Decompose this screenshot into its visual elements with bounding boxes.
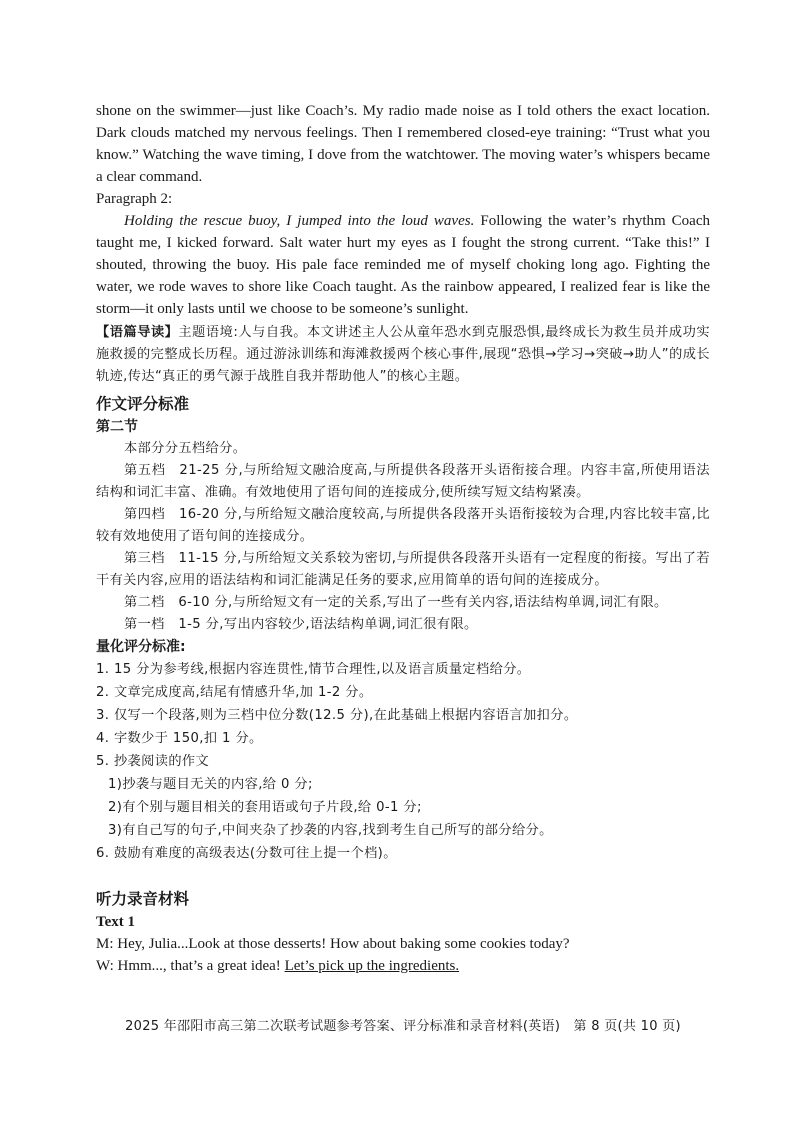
page-footer: 2025 年邵阳市高三第二次联考试题参考答案、评分标准和录音材料(英语) 第 8 页(共 10 页) [125, 1019, 681, 1034]
story-paragraph-1: shone on the swimmer—just like Coach’s. My radio made noise as I told others the exact location. Dark clouds matched my nervous feelings. Then I remembered closed-eye training: “Trust what you know.” Watching the wave timing, I dove from the watchtower. The moving water’s whispers became a clear command. [96, 103, 710, 185]
section-gap [96, 865, 710, 887]
quant-item-4: 4. 字数少于 150,扣 1 分。 [96, 731, 263, 746]
paragraph-2-body: Following the water’s rhythm Coach taught me, I kicked forward. Salt water hurt my eyes as I fought the strong current. “Take this!” I shouted, throwing the buoy. His pale face reminded me of myself choking long ago. Fighting the water, we rode waves to shore like Coach taught. As the rainbow appeared, I realized fear is like the storm—it only lasts until we choose to be someone’s sunlight. [96, 213, 710, 317]
story-paragraph-2 [96, 210, 710, 320]
scoring-level-2: 第二档 6-10 分,与所给短文有一定的关系,写出了一些有关内容,语法结构单调,词汇有限。 [124, 595, 668, 610]
dialogue-line-w-start: W: Hmm..., that’s a great idea! [96, 958, 285, 974]
paragraph-2-opening: Holding the rescue buoy, I jumped into the loud waves. [124, 213, 475, 229]
scoring-title: 作文评分标准 [96, 395, 190, 413]
scoring-level-4: 第四档 16-20 分,与所给短文融洽度较高,与所提供各段落开头语衔接较为合理,内容比较丰富,比较有效地使用了语句间的连接成分。 [96, 507, 710, 544]
scoring-section: 第二节 [96, 419, 138, 435]
dialogue-line-m: M: Hey, Julia...Look at those desserts! How about baking some cookies today? [96, 936, 570, 952]
quant-sub-item-3: 3)有自己写的句子,中间夹杂了抄袭的内容,找到考生自己所写的部分给分。 [108, 823, 553, 838]
dialogue-line-w-underlined: Let’s pick up the ingredients. [284, 958, 460, 974]
paragraph-2-label: Paragraph 2: [96, 191, 173, 207]
discourse-guide-text: 主题语境:人与自我。本文讲述主人公从童年恐水到克服恐惧,最终成长为救生员并成功实施救援的完整成长历程。通过游泳训练和海滩救援两个核心事件,展现“恐惧→学习→突破→助人”的成长轨迹,传达“真正的勇气源于战胜自我并帮助他人”的核心主题。 [96, 325, 710, 384]
dialogue-line-w [96, 955, 710, 977]
quant-item-3: 3. 仅写一个段落,则为三档中位分数(12.5 分),在此基础上根据内容语言加扣分。 [96, 708, 578, 723]
scoring-intro: 本部分分五档给分。 [124, 441, 247, 456]
quant-item-5: 5. 抄袭阅读的作文 [96, 754, 210, 769]
quant-title: 量化评分标准: [96, 639, 186, 655]
scoring-level-1: 第一档 1-5 分,写出内容较少,语法结构单调,词汇很有限。 [124, 617, 478, 632]
scoring-level-5: 第五档 21-25 分,与所给短文融洽度高,与所提供各段落开头语衔接合理。内容丰富,所使用语法结构和词汇丰富、准确。有效地使用了语句间的连接成分,使所续写短文结构紧凑。 [96, 463, 710, 500]
quant-item-6: 6. 鼓励有难度的高级表达(分数可往上提一个档)。 [96, 846, 397, 861]
quant-sub-item-1: 1)抄袭与题目无关的内容,给 0 分; [108, 777, 313, 792]
discourse-guide [96, 322, 710, 388]
document-page [96, 100, 710, 977]
scoring-level-3: 第三档 11-15 分,与所给短文关系较为密切,与所提供各段落开头语有一定程度的衔接。写出了若干有关内容,应用的语法结构和词汇能满足任务的要求,应用简单的语句间的连接成分。 [96, 551, 710, 588]
quant-item-1: 1. 15 分为参考线,根据内容连贯性,情节合理性,以及语言质量定档给分。 [96, 662, 531, 677]
discourse-guide-tag: 【语篇导读】 [96, 325, 179, 340]
listening-text-label: Text 1 [96, 914, 136, 930]
listening-title: 听力录音材料 [96, 890, 190, 908]
quant-sub-item-2: 2)有个别与题目相关的套用语或句子片段,给 0-1 分; [108, 800, 422, 815]
quant-item-2: 2. 文章完成度高,结尾有情感升华,加 1-2 分。 [96, 685, 373, 700]
